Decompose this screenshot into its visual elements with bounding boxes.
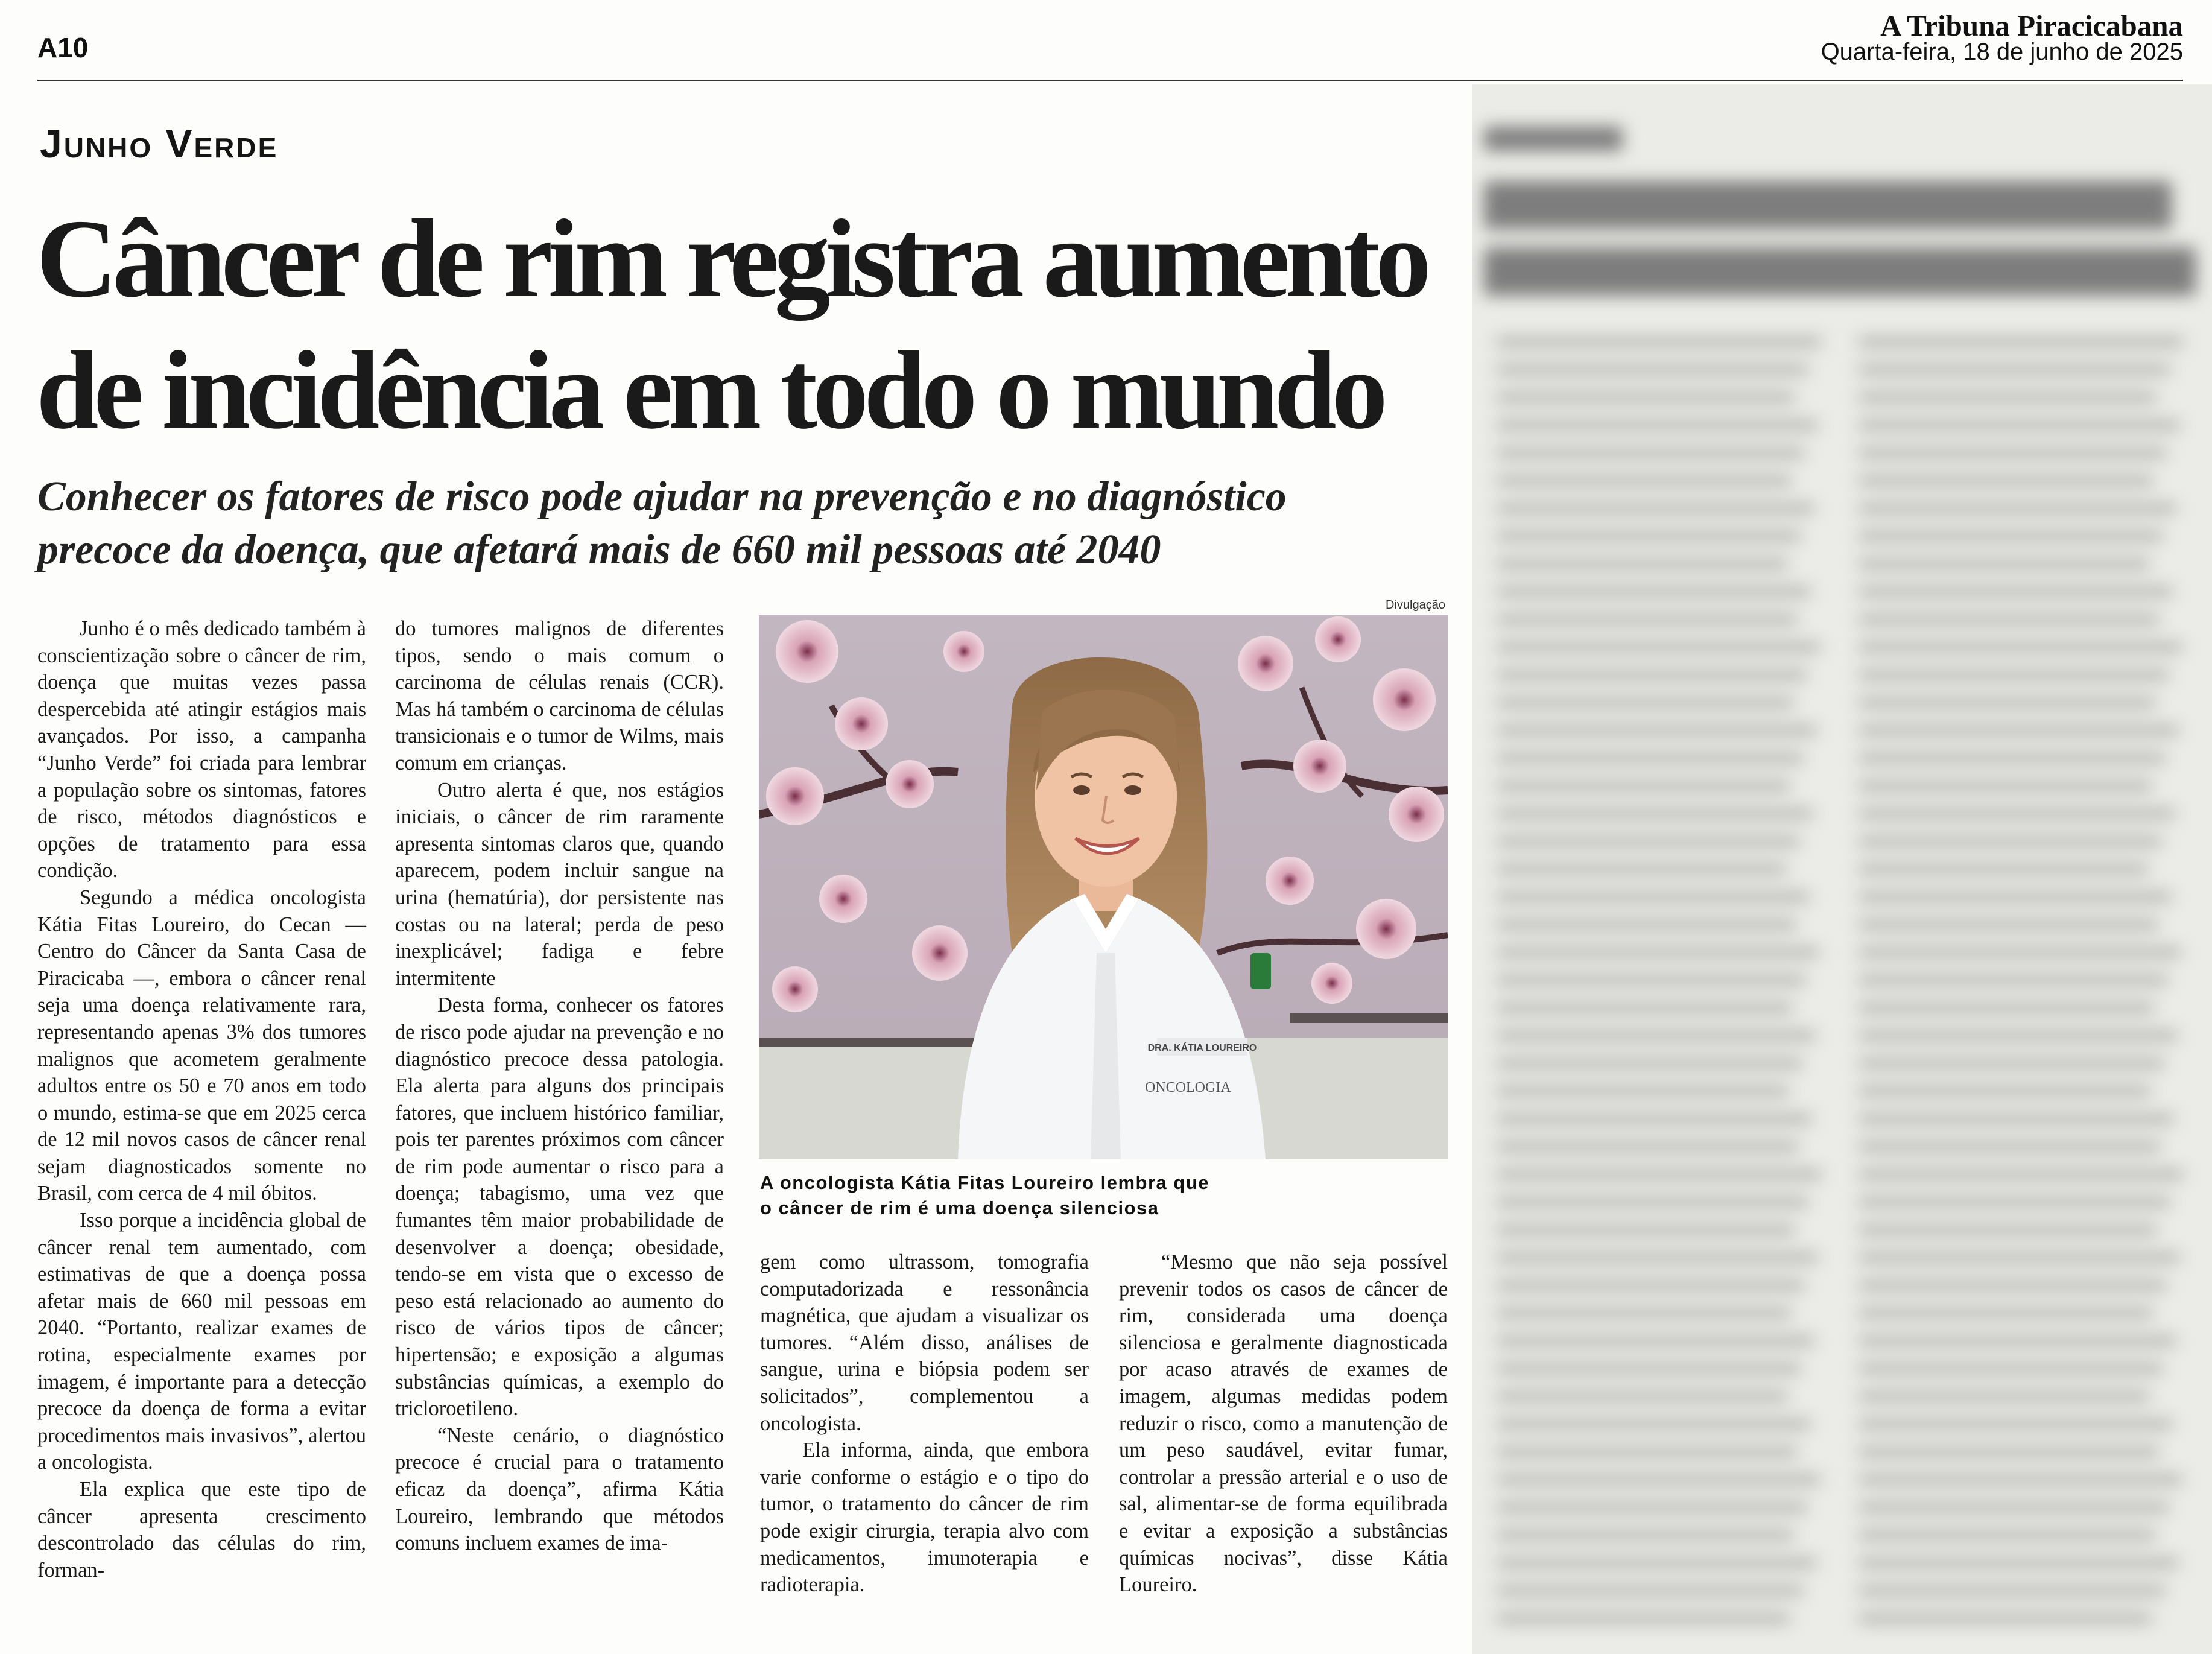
blurred-text-line: [1496, 1115, 1812, 1123]
blurred-text-line: [1496, 449, 1805, 457]
blurred-text-line: [1496, 1392, 1788, 1401]
blurred-text-line: [1496, 1420, 1811, 1428]
blurred-text-line: [1496, 1531, 1794, 1539]
blurred-text-line: [1858, 532, 2163, 540]
blurred-text-line: [1858, 1253, 2180, 1262]
blurred-text-line: [1858, 1198, 2170, 1206]
blurred-text-line: [1858, 1420, 2173, 1428]
blurred-text-line: [1496, 366, 1808, 374]
blurred-text-line: [1858, 837, 2162, 846]
blurred-text-line: [1496, 920, 1796, 929]
headline: [36, 193, 1478, 456]
article-column-1: [37, 615, 366, 1583]
blurred-text-line: [1858, 1364, 2163, 1373]
blurred-text-line: [1496, 754, 1804, 762]
blurred-text-line: [1858, 976, 2168, 984]
blurred-text-line: [1496, 1448, 1798, 1456]
blurred-text-line: [1858, 1115, 2174, 1123]
blurred-text-line: [1858, 1059, 2164, 1068]
blurred-text-line: [1858, 699, 2156, 707]
blurred-text-line: [1496, 1337, 1814, 1345]
blurred-text-line: [1496, 810, 1813, 818]
blurred-text-line: [1496, 588, 1811, 596]
blurred-text-line: [1858, 1475, 2182, 1484]
blurred-text-line: [1858, 504, 2176, 513]
blurred-text-line: [1858, 588, 2173, 596]
article-paragraph: “Mesmo que não seja possível prevenir todos os casos de câncer de rim, considerada uma doença silenciosa e geralmente diagnosticada por acaso através de exames de imagem, algumas medidas podem reduzir o risco, como a manutenção de um peso saudável, evitar fumar, controlar a pressão arterial e o uso de sal, alimentar-se de forma equilibrada e evitar a exposição a substâncias químicas nocivas”, disse Kátia Loureiro.: [1119, 1250, 1448, 1597]
newspaper-name: A Tribuna Piracicabana: [1880, 9, 2183, 42]
blurred-text-line: [1496, 1059, 1802, 1068]
blurred-text-line: [1858, 1503, 2169, 1512]
article-paragraph: “Neste cenário, o diagnóstico precoce é crucial para o tratamento eficaz da doença”, afirma Kátia Loureiro, lembrando que métodos comuns incluem exames de ima-: [395, 1424, 724, 1555]
blurred-text-line: [1496, 1614, 1790, 1623]
blurred-text-line: [1496, 782, 1790, 790]
coat-department-label: ONCOLOGIA: [1145, 1080, 1231, 1095]
blurred-neighbor-article: [1472, 84, 2212, 1654]
blurred-text-line: [1496, 1364, 1801, 1373]
blurred-text-line: [1858, 615, 2160, 624]
blurred-text-line: [1496, 1559, 1817, 1567]
article-paragraph: Ela informa, ainda, que embora varie conforme o estágio e o tipo do tumor, o tratamento do câncer de rim pode exigir cirurgia, terapia alvo com medicamentos, imunoterapia e radioterapia.: [760, 1439, 1089, 1597]
blurred-text-line: [1858, 865, 2149, 873]
blurred-text-line: [1496, 1031, 1816, 1040]
article-column-4: [1119, 1249, 1448, 1599]
blurred-text-line: [1858, 1170, 2184, 1179]
article-paragraph: do tumores malignos de diferentes tipos, sendo o mais comum o carcinoma de células renais (CCR). Mas há também o carcinoma de células transicionais e o tumor de Wilms, mais comum em crianças.: [395, 617, 724, 775]
blurred-text-line: [1496, 643, 1821, 651]
article-paragraph: Junho é o mês dedicado também à conscientização sobre o câncer de rim, doença que muitas vezes passa despercebida até atingir estágios mais avançados. Por isso, a campanha “Junho Verde” foi criada para lembrar a população sobre os sintomas, fatores de risco, métodos diagnósticos e opções de tratamento para essa condição.: [37, 617, 366, 882]
blurred-text-line: [1496, 1198, 1808, 1206]
blurred-text-line: [1858, 1337, 2176, 1345]
photo-caption-line-1: A oncologista Kátia Fitas Loureiro lembra que: [760, 1172, 1210, 1193]
blurred-text-line: [1496, 1226, 1795, 1234]
blurred-content: [1472, 84, 2212, 1654]
header-divider: [37, 80, 2183, 81]
blurred-text-line: [1496, 1142, 1799, 1151]
blurred-text-line: [1858, 1559, 2179, 1567]
blurred-text-line: [1496, 532, 1801, 540]
issue-date: Quarta-feira, 18 de junho de 2025: [1821, 39, 2183, 65]
blurred-text-line: [1858, 893, 2172, 901]
photo-caption: [760, 1170, 1448, 1221]
blurred-text-line: [1858, 1614, 2152, 1623]
blurred-text-line: [1496, 893, 1810, 901]
article-paragraph: Segundo a médica oncologista Kátia Fitas Loureiro, do Cecan — Centro do Câncer da Santa Casa de Piracicaba —, embora o câncer renal seja uma doença relativamente rara, representando apenas 3% dos tumores malignos que acometem geralmente adultos entre os 50 e 70 anos em todo o mundo, estima-se que em 2025 cerca de 12 mil novos casos de câncer renal sejam diagnosticados somente no Brasil, com cerca de 4 mil óbitos.: [37, 886, 366, 1205]
blurred-text-line: [1858, 1031, 2178, 1040]
blurred-text-line: [1496, 865, 1787, 873]
blurred-text-line: [1858, 1392, 2150, 1401]
blurred-text-line: [1858, 671, 2169, 679]
blurred-text-line: [1496, 1170, 1822, 1179]
blurred-text-line: [1858, 1281, 2167, 1290]
blurred-text-line: [1496, 837, 1800, 846]
blurred-text-line: [1496, 1253, 1818, 1262]
article-column-2: [395, 615, 724, 1557]
article-paragraph: Outro alerta é que, nos estágios iniciais, o câncer de rim raramente apresenta sintomas claros que, quando aparecem, podem incluir sangue na urina (hematúria), dor persistente nas costas ou na lateral; perda de peso inexplicável; fadiga e febre intermitente: [395, 778, 724, 990]
blurred-text-line: [1858, 1087, 2151, 1095]
blurred-text-line: [1496, 1087, 1789, 1095]
blurred-text-line: [1858, 393, 2157, 402]
headline-line-1: Câncer de rim registra aumento: [36, 197, 1427, 321]
blurred-text-line: [1858, 726, 2179, 735]
blurred-text-line: [1496, 421, 1818, 429]
blurred-text-line: [1858, 1004, 2155, 1012]
blurred-text-line: [1496, 976, 1806, 984]
blurred-text-line: [1858, 1309, 2153, 1317]
blurred-text-line: [1496, 1586, 1804, 1595]
page-number: A10: [37, 32, 89, 63]
blurred-text-line: [1858, 338, 2184, 346]
photo-caption-line-2: o câncer de rim é uma doença silenciosa: [760, 1197, 1159, 1218]
blurred-text-line: [1496, 477, 1792, 485]
blurred-text-line: [1858, 1142, 2161, 1151]
blurred-text-line: [1496, 1309, 1792, 1317]
subheadline-line-2: precoce da doença, que afetará mais de 660 mil pessoas até 2040: [37, 527, 1161, 573]
blurred-text-line: [1858, 1448, 2160, 1456]
blurred-text-line: [1858, 477, 2153, 485]
subheadline-line-1: Conhecer os fatores de risco pode ajudar na prevenção e no diagnóstico: [37, 474, 1287, 520]
article-paragraph: gem como ultrassom, tomografia computadorizada e ressonância magnética, que ajudam a visualizar os tumores. “Além disso, análises de sangue, urina e biópsia podem ser solicitados”, complementou a oncologista.: [760, 1250, 1089, 1435]
photo-credit: Divulgação: [1386, 598, 1445, 612]
blurred-text-line: [1858, 810, 2175, 818]
blurred-text-line: [1858, 920, 2158, 929]
blurred-text-line: [1496, 1004, 1793, 1012]
blurred-text-line: [1496, 1475, 1821, 1484]
coat-name-tag: DRA. KÁTIA LOUREIRO: [1147, 1043, 1257, 1053]
article-paragraph: Ela explica que este tipo de câncer apresenta crescimento descontrolado das células do rim, forman-: [37, 1478, 366, 1582]
blurred-text-line: [1496, 726, 1817, 735]
blurred-text-line: [1858, 1226, 2157, 1234]
blurred-text-line: [1858, 948, 2181, 957]
blurred-text-line: [1858, 421, 2180, 429]
article-paragraph: Isso porque a incidência global de câncer renal tem aumentado, com estimativas de que a doença possa afetar mais de 660 mil pessoas em 2040. “Portanto, realizar exames de rotina, especialmente exames por imagem, é importante para a detecção precoce da doença de forma a evitar procedimentos mais invasivos”, alertou a oncologista.: [37, 1209, 366, 1474]
blurred-text-line: [1496, 615, 1798, 624]
blurred-text-line: [1496, 393, 1795, 402]
blurred-text-line: [1858, 366, 2170, 374]
headline-line-2: de incidência em todo o mundo: [36, 328, 1383, 452]
blurred-text-line: [1496, 948, 1819, 957]
blurred-text-line: [1496, 699, 1794, 707]
article-paragraph: Desta forma, conhecer os fatores de risco pode ajudar na prevenção e no diagnóstico precoce dessa patologia. Ela alerta para alguns dos principais fatores, que incluem histórico familiar, pois ter parentes próximos com câncer de rim pode aumentar o risco para a doença; tabagismo, uma vez que fumantes têm maior probabilidade de desenvolver a doença; obesidade, tendo-se em vista que o excesso de peso está relacionado ao aumento do risco de vários tipos de câncer; hipertensão; e exposição a algumas substâncias químicas, a exemplo do tricloroetileno.: [395, 993, 724, 1421]
blurred-text-line: [1496, 1281, 1805, 1290]
blurred-text-line: [1858, 643, 2182, 651]
blurred-text-line: [1496, 560, 1788, 568]
blurred-text-line: [1858, 1586, 2166, 1595]
blurred-text-line: [1496, 504, 1814, 513]
blurred-text-line: [1496, 671, 1807, 679]
subheadline: [37, 471, 1473, 577]
blurred-text-line: [1858, 560, 2150, 568]
article-column-3: [760, 1249, 1089, 1599]
photo-illustration: [759, 615, 1448, 1159]
blurred-text-line: [1858, 754, 2166, 762]
blurred-text-line: [1496, 1503, 1807, 1512]
article-photo: [759, 615, 1448, 1159]
blurred-text-line: [1858, 1531, 2156, 1539]
section-label: Junho Verde: [40, 121, 279, 166]
blurred-text-line: [1858, 782, 2152, 790]
blurred-text-line: [1858, 449, 2167, 457]
blurred-text-line: [1496, 338, 1822, 346]
